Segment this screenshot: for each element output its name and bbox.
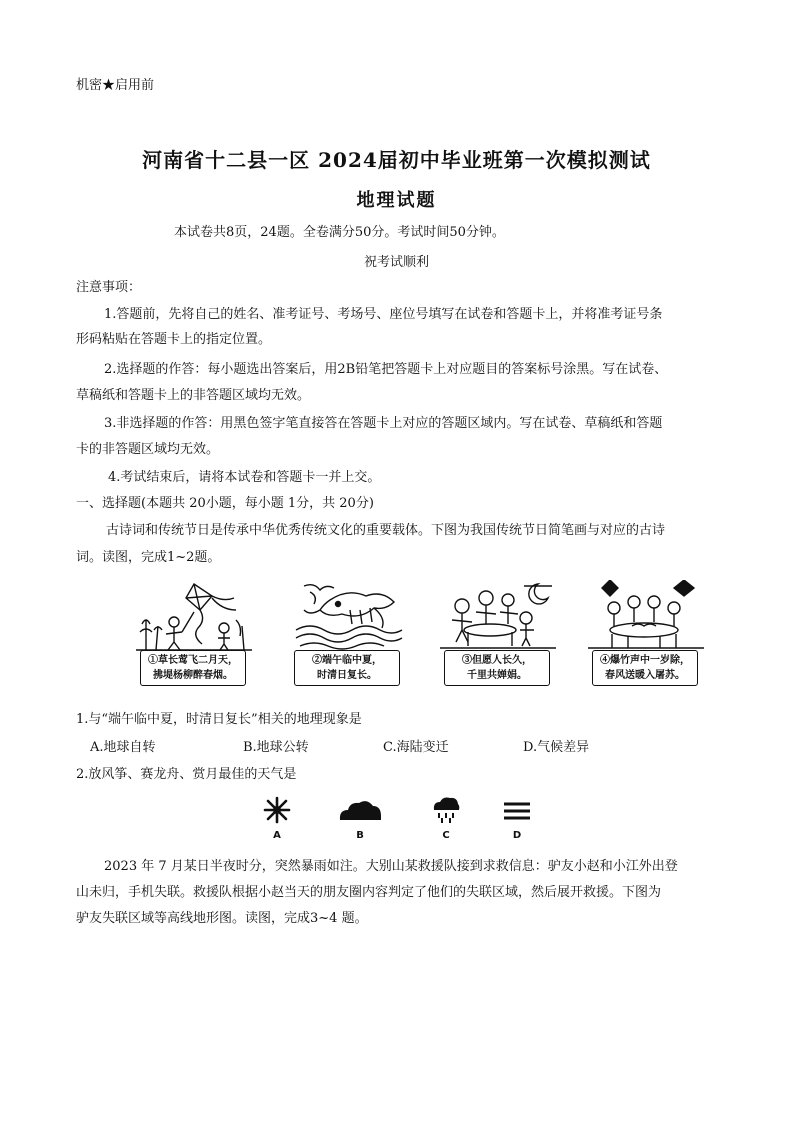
exam-info: 本试卷共8页，24题。全卷满分50分。考试时间50分钟。 xyxy=(174,225,505,240)
passage-line: 山未归，手机失联。救援队根据小赵当天的朋友圈内容判定了他们的失联区域，然后展开救援。下图为 xyxy=(76,885,662,900)
option-label: A xyxy=(273,830,281,841)
note-line: 3.非选择题的作答：用黑色签字笔直接答在答题卡上对应的答题区域内。写在试卷、草稿纸和答题 xyxy=(104,416,663,431)
option-label: B xyxy=(356,830,364,841)
panel-mid-autumn xyxy=(440,580,556,692)
note-line: 2.选择题的作答：每小题选出答案后，用2B铅笔把答题卡上对应题目的答案标号涂黑。写在试卷、 xyxy=(104,362,668,377)
panel-caption xyxy=(444,650,550,686)
panel-spring-festival xyxy=(588,580,704,692)
note-line: 卡的非答题区域均无效。 xyxy=(76,442,220,457)
note-line: 1.答题前，先将自己的姓名、准考证号、考场号、座位号填写在试卷和答题卡上，并将准考证号条 xyxy=(104,307,663,322)
q2-option-c[interactable] xyxy=(418,796,474,841)
section-heading: 一、选择题(本题共 20小题，每小题 1分，共 20分) xyxy=(76,496,374,511)
q1-option-b[interactable]: B.地球公转 xyxy=(243,740,309,755)
caption-line: 拂堤杨柳醉春烟。 xyxy=(153,670,233,681)
panel-dragon-boat xyxy=(290,580,406,692)
moon-family-illustration xyxy=(440,580,556,652)
q1-option-a[interactable]: A.地球自转 xyxy=(90,740,156,755)
note-line: 4.考试结束后，请将本试卷和答题卡一并上交。 xyxy=(108,470,381,485)
panel-caption xyxy=(592,650,698,686)
intro-line: 古诗词和传统节日是传承中华优秀传统文化的重要载体。下图为我国传统节日简笔画与对应的古诗 xyxy=(106,523,666,538)
note-line: 草稿纸和答题卡上的非答题区域均无效。 xyxy=(76,388,311,403)
confidential-label: 机密★启用前 xyxy=(76,78,155,93)
blessing: 祝考试顺利 xyxy=(363,255,429,270)
option-label: D xyxy=(512,830,522,841)
q1-option-c[interactable]: C.海陆变迁 xyxy=(383,740,449,755)
page-title: 河南省十二县一区 2024届初中毕业班第一次模拟测试 xyxy=(142,148,651,172)
new-year-dinner-illustration xyxy=(588,580,704,652)
q2-option-b[interactable] xyxy=(332,796,388,841)
dragon-illustration xyxy=(290,580,406,652)
caption-line: ③但愿人长久， xyxy=(462,655,532,666)
panel-caption xyxy=(140,650,246,686)
kite-illustration xyxy=(136,580,252,652)
option-label: C xyxy=(442,830,450,841)
overcast-icon xyxy=(337,796,383,824)
panel-kite-spring xyxy=(136,580,252,692)
passage-line: 驴友失联区域等高线地形图。读图，完成3~4 题。 xyxy=(76,911,368,926)
sunny-icon xyxy=(262,796,292,824)
question-2-stem: 2.放风筝、赛龙舟、赏月最佳的天气是 xyxy=(76,767,297,782)
rain-icon xyxy=(431,796,461,824)
subject-title: 地理试题 xyxy=(356,190,437,211)
caption-line: ④爆竹声中一岁除， xyxy=(600,655,690,666)
intro-line: 词。读图，完成1~2题。 xyxy=(76,550,221,565)
caption-line: 时清日复长。 xyxy=(317,670,377,681)
q1-option-d[interactable]: D.气候差异 xyxy=(523,740,590,755)
caption-line: ②端午临中夏， xyxy=(312,655,382,666)
caption-line: 春风送暖入屠苏。 xyxy=(605,670,685,681)
caption-line: ①草长莺飞二月天， xyxy=(148,655,238,666)
note-line: 形码粘贴在答题卡上的指定位置。 xyxy=(76,332,272,347)
question-1-stem: 1.与“端午临中夏，时清日复长”相关的地理现象是 xyxy=(76,712,362,727)
q2-option-a[interactable] xyxy=(249,796,305,841)
caption-line: 千里共婵娟。 xyxy=(467,670,527,681)
q2-option-d[interactable] xyxy=(489,796,545,841)
passage-line: 2023 年 7 月某日半夜时分，突然暴雨如注。大别山某救援队接到求救信息：驴友小赵和小江外出登 xyxy=(104,859,678,874)
panel-caption xyxy=(294,650,400,686)
fog-icon xyxy=(502,796,532,824)
notes-heading: 注意事项： xyxy=(76,280,142,295)
